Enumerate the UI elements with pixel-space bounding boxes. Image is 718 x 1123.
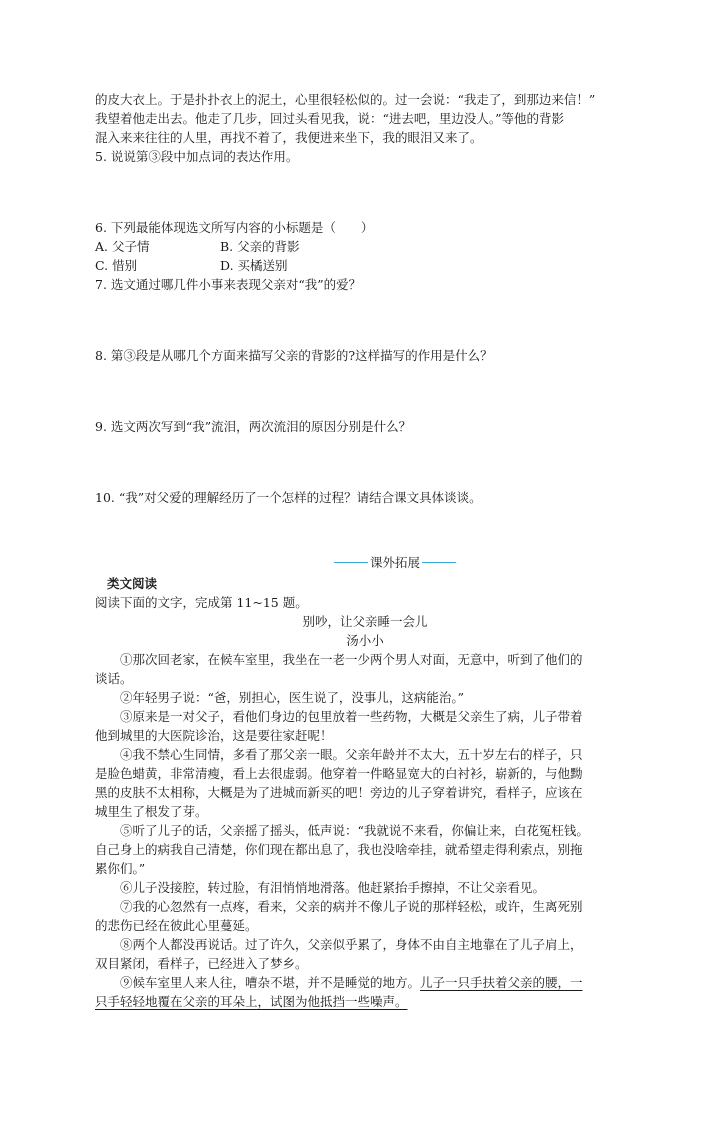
paragraph-line: ⑤听了儿子的话，父亲摇了摇头，低声说：“我就说不来看，你偏让来，白花冤枉钱。 (120, 823, 589, 838)
answer-space (95, 166, 635, 218)
section-title: 课外拓展 (369, 555, 420, 570)
paragraph-line: 是脸色蜡黄，非常清瘦，看上去很虚弱。他穿着一件略显宽大的白衬衫，崭新的，与他黝 (95, 766, 583, 781)
question-9: 9. 选文两次写到“我”流泪，两次流泪的原因分别是什么？ (95, 419, 412, 434)
question-6-options (95, 237, 635, 275)
passage-line: 混入来来往往的人里，再找不着了，我便进来坐下，我的眼泪又来了。 (95, 130, 483, 145)
paragraph-line: ②年轻男子说：“爸，别担心，医生说了，没事儿，这病能治。” (120, 690, 465, 705)
section-header (155, 553, 635, 572)
document-page (95, 90, 635, 1011)
question-6: 6. 下列最能体现选文所写内容的小标题是（ ） (95, 220, 374, 235)
article-paragraph (95, 897, 635, 935)
article-paragraph (95, 878, 635, 897)
paragraph-line: 双目紧闭，看样子，已经进入了梦乡。 (95, 956, 308, 971)
article-paragraph (95, 707, 635, 745)
paragraph-line: 累你们。” (95, 861, 146, 876)
paragraph-line: 的悲伤已经在彼此心里蔓延。 (95, 918, 258, 933)
question-8: 8. 第③段是从哪几个方面来描写父亲的背影的?这样描写的作用是什么？ (95, 348, 493, 363)
underlined-sentence: 儿子一只手扶着父亲的腰，一 (420, 975, 583, 990)
paragraph-line (95, 992, 635, 1011)
option-d: D. 买橘送别 (220, 258, 288, 273)
article-paragraph (95, 935, 635, 973)
article-paragraph (95, 688, 635, 707)
reading-instruction: 阅读下面的文字，完成第 11~15 题。 (95, 595, 308, 610)
option-b: B. 父亲的背影 (220, 239, 300, 254)
paragraph-line: ⑦我的心忽然有一点疼，看来，父亲的病并不像儿子说的那样轻松，或许，生离死别 (120, 899, 583, 914)
answer-space (95, 365, 635, 417)
paragraph-line: 自己身上的病我自己清楚，你们现在都出息了，我也没啥牵挂，就希望走得利索点，别拖 (95, 842, 583, 857)
divider-rule-right (422, 562, 456, 563)
paragraph-line: 黑的皮肤不太相称，大概是为了进城而新买的吧！旁边的儿子穿着讲究，看样子，应该在 (95, 785, 583, 800)
paragraph-line: 城里生了根发了芽。 (95, 804, 208, 819)
question-10: 10. “我”对父爱的理解经历了一个怎样的过程？请结合课文具体谈谈。 (95, 490, 482, 505)
paragraph-line: ④我不禁心生同情，多看了那父亲一眼。父亲年龄并不太大，五十岁左右的样子，只 (120, 747, 583, 762)
paragraph-line: ①那次回老家，在候车室里，我坐在一老一少两个男人对面，无意中，听到了他们的 (120, 652, 583, 667)
passage-line: 的皮大衣上。于是扑扑衣上的泥土，心里很轻松似的。过一会说：“我走了，到那边来信！” (95, 92, 596, 107)
sub-section-label: 类文阅读 (107, 576, 158, 591)
option-a: A. 父子情 (95, 239, 150, 254)
paragraph-text: ⑨候车室里人来人往，嘈杂不堪，并不是睡觉的地方。 (120, 975, 421, 990)
passage-line: 我望着他走出去。他走了几步，回过头看见我，说：“进去吧，里边没人。”等他的背影 (95, 111, 565, 126)
answer-space (95, 294, 635, 346)
divider-rule-left (334, 562, 368, 563)
article-body (95, 650, 635, 1011)
article-paragraph (95, 745, 635, 821)
question-7: 7. 选文通过哪几件小事来表现父亲对“我”的爱？ (95, 277, 362, 292)
paragraph-line: ⑥儿子没接腔，转过脸，有泪悄悄地滑落。他赶紧抬手擦掉，不让父亲看见。 (120, 880, 546, 895)
underlined-sentence: 只手轻轻地覆在父亲的耳朵上，试图为他抵挡一些噪声。 (95, 994, 408, 1009)
article-paragraph (95, 973, 635, 1011)
previous-passage (95, 90, 635, 147)
answer-space (95, 507, 635, 547)
paragraph-line: ⑧两个人都没再说话。过了许久，父亲似乎累了，身体不由自主地靠在了儿子肩上， (120, 937, 583, 952)
paragraph-line: ③原来是一对父子，看他们身边的包里放着一些药物，大概是父亲生了病，儿子带着 (120, 709, 583, 724)
option-c: C. 惜别 (95, 258, 138, 273)
article-paragraph (95, 821, 635, 878)
answer-space (95, 436, 635, 488)
question-5: 5. 说说第③段中加点词的表达作用。 (95, 149, 299, 164)
article-paragraph (95, 650, 635, 688)
paragraph-line: 谈话。 (95, 671, 133, 686)
article-title: 别吵，让父亲睡一会儿 (302, 614, 428, 629)
paragraph-line: 他到城里的大医院诊治，这是要往家赶呢！ (95, 728, 333, 743)
article-author: 汤小小 (346, 633, 384, 648)
paragraph-line (95, 973, 635, 992)
